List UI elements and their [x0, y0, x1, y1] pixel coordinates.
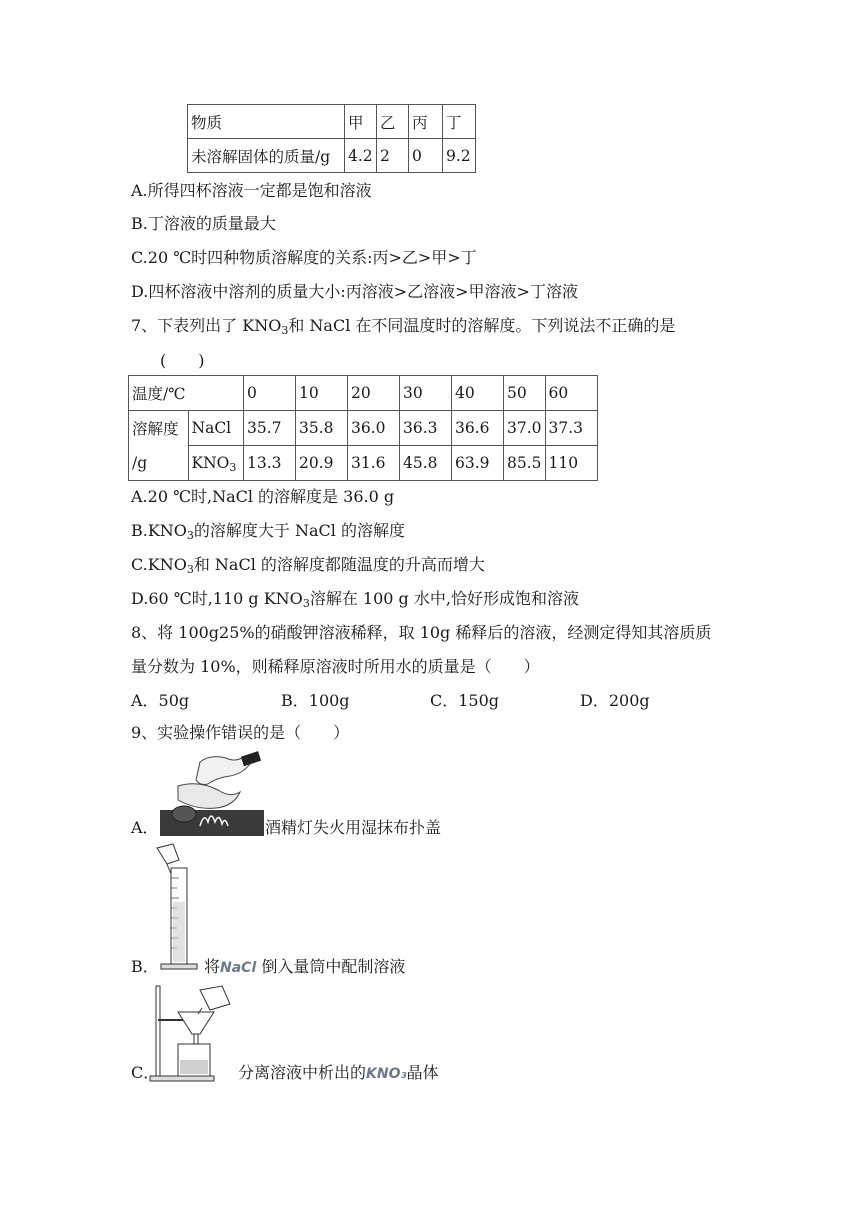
q9-option-c-text [238, 1062, 439, 1085]
table-cell: 36.6 [452, 411, 504, 446]
option-text: 晶体 [406, 1063, 439, 1082]
table-cell: 20.9 [296, 446, 348, 481]
table-cell: 2 [377, 139, 409, 173]
table-cell: /g [129, 446, 189, 481]
formula-kno3: KNO₃ [366, 1066, 407, 1082]
q9-option-b-text [204, 956, 405, 979]
graduated-cylinder-illustration [155, 842, 203, 972]
option-text: 倒入量筒中配制溶液 [261, 957, 406, 976]
table-cell: 丙 [409, 105, 443, 139]
table-row [129, 411, 598, 446]
option-text: C.KNO [131, 555, 187, 574]
table-cell: 0 [244, 376, 296, 411]
subscript: 3 [302, 597, 310, 610]
option-text: 将 [204, 957, 221, 976]
table-cell: 13.3 [244, 446, 296, 481]
option-text: 和 NaCl 的溶解度都随温度的升高而增大 [193, 555, 485, 574]
table-cell: 未溶解固体的质量/g [188, 139, 345, 173]
table-cell: 丁 [443, 105, 476, 139]
table-cell: 85.5 [504, 446, 546, 481]
q8-option-b: B．100g [281, 691, 350, 710]
q6-option-a: A.所得四杯溶液一定都是饱和溶液 [131, 181, 372, 200]
q9-option-b-label: B． [131, 957, 159, 976]
table-solubility [128, 375, 598, 481]
table-cell: 37.0 [504, 411, 546, 446]
table-cell: 37.3 [545, 411, 597, 446]
table-cell: 63.9 [452, 446, 504, 481]
table-cell: 110 [545, 446, 597, 481]
q7-option-c [131, 554, 485, 576]
table-cell: 31.6 [348, 446, 400, 481]
table-cell: NaCl [188, 411, 243, 446]
option-text: 溶解在 100 g 水中,恰好形成饱和溶液 [309, 589, 579, 608]
table-cell: 甲 [345, 105, 377, 139]
q8-option-d: D．200g [580, 691, 650, 710]
q8-option-c: C．150g [430, 691, 500, 710]
q9-option-c-label: C． [131, 1063, 160, 1082]
subscript: 3 [186, 563, 194, 576]
q8-stem-line2: 量分数为 10%，则稀释原溶液时所用水的质量是（ ） [131, 657, 540, 676]
q9-option-a-label: A． [131, 818, 159, 837]
table-cell: 36.0 [348, 411, 400, 446]
table-cell: 50 [504, 376, 546, 411]
option-text: 的溶解度大于 NaCl 的溶解度 [193, 521, 405, 540]
table-cell: 物质 [188, 105, 345, 139]
q6-option-b: B.丁溶液的质量最大 [131, 214, 276, 233]
subscript: 3 [186, 529, 194, 542]
q8-stem-line1: 8、将 100g25%的硝酸钾溶液稀释，取 10g 稀释后的溶液，经测定得知其溶质质 [131, 623, 712, 642]
table-cell: 35.8 [296, 411, 348, 446]
table-cell: 4.2 [345, 139, 377, 173]
formula-text: KNO [191, 454, 230, 472]
option-text: D.60 ℃时,110 g KNO [131, 589, 303, 608]
q7-option-d [131, 588, 579, 610]
option-text: B.KNO [131, 521, 187, 540]
table-cell: 60 [545, 376, 597, 411]
table-row [129, 376, 598, 411]
subscript: 3 [229, 461, 237, 474]
table-cell: 乙 [377, 105, 409, 139]
alcohol-lamp-fire-illustration [160, 752, 264, 838]
q6-option-c: C.20 ℃时四种物质溶解度的关系:丙>乙>甲>丁 [131, 248, 477, 267]
formula-nacl: NaCl [220, 960, 257, 976]
table-cell: 温度/℃ [129, 376, 244, 411]
q7-stem [131, 315, 675, 337]
table-cell [188, 446, 243, 481]
table-cell: 36.3 [400, 411, 452, 446]
q6-option-d: D.四杯溶液中溶剂的质量大小:丙溶液>乙溶液>甲溶液>丁溶液 [131, 282, 578, 301]
q7-option-a: A.20 ℃时,NaCl 的溶解度是 36.0 g [131, 487, 395, 506]
table-cell: 35.7 [244, 411, 296, 446]
table-cell: 9.2 [443, 139, 476, 173]
table-cell: 40 [452, 376, 504, 411]
option-text: 分离溶液中析出的 [238, 1063, 367, 1082]
table-cell: 10 [296, 376, 348, 411]
table-undissolved-solids [187, 104, 476, 173]
q7-stem-text: 7、下表列出了 KNO [131, 316, 282, 335]
q7-stem-text: 和 NaCl 在不同温度时的溶解度。下列说法不正确的是 [288, 316, 676, 335]
table-row [129, 446, 598, 481]
q9-option-a-text: 酒精灯失火用湿抹布扑盖 [265, 818, 442, 837]
filtration-apparatus-illustration [150, 982, 232, 1082]
table-row [188, 105, 476, 139]
table-cell: 0 [409, 139, 443, 173]
table-cell: 20 [348, 376, 400, 411]
q7-answer-paren: ( ) [160, 351, 205, 370]
table-cell: 溶解度 [129, 411, 189, 446]
table-cell: 45.8 [400, 446, 452, 481]
subscript: 3 [281, 324, 289, 337]
q7-option-b [131, 520, 405, 542]
q8-option-a: A．50g [131, 691, 190, 710]
table-cell: 30 [400, 376, 452, 411]
q9-stem: 9、实验操作错误的是（ ） [131, 723, 350, 742]
table-row [188, 139, 476, 173]
